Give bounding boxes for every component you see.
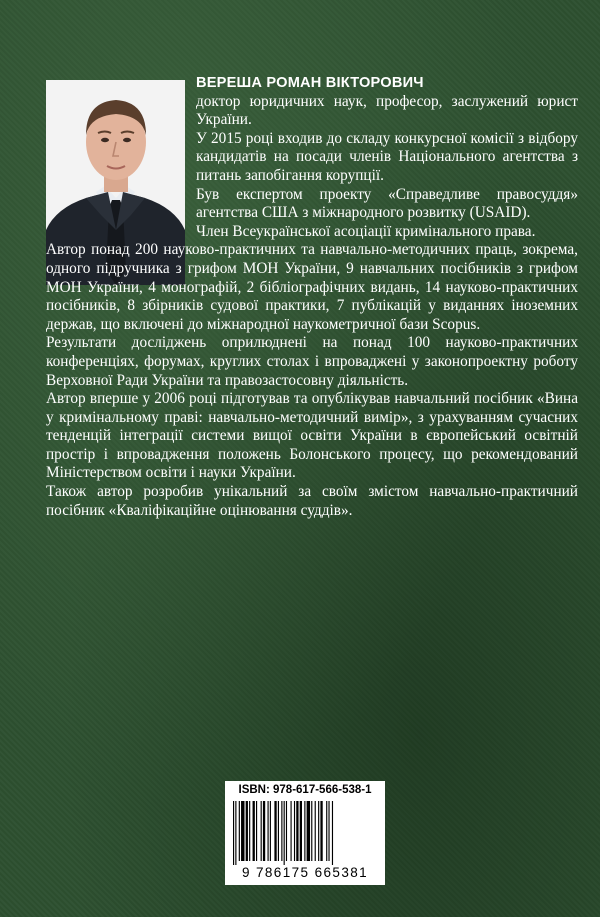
paragraph-commission: У 2015 році входив до складу конкурсної комісії з відбору кандидатів на посади членів Національного агентства з питань запобігання корупції. — [196, 129, 578, 184]
barcode-bars — [231, 801, 379, 865]
isbn-barcode — [225, 781, 385, 885]
barcode-bar — [256, 801, 257, 861]
paragraph-expert: Був експертом проекту «Справедливе правосуддя» агентства США з міжнародного розвитку (USAID). — [196, 185, 578, 222]
biography-text — [46, 74, 578, 520]
barcode-bar — [296, 801, 298, 861]
barcode-bar — [284, 801, 285, 865]
author-degree: доктор юридичних наук, професор, заслужений юрист України. — [196, 92, 578, 129]
barcode-bar — [318, 801, 319, 861]
isbn-label: ISBN: 978-617-566-538-1 — [238, 784, 372, 796]
barcode-bar — [320, 801, 322, 861]
barcode-bar — [278, 801, 279, 861]
barcode-bar — [241, 801, 244, 861]
barcode-bar — [253, 801, 255, 861]
barcode-bar — [263, 801, 265, 861]
paragraph-qualification: Також автор розробив унікальний за своїм змістом навчально-практичний посібник «Кваліфікаційне оцінювання суддів». — [46, 483, 578, 519]
paragraph-member: Член Всеукраїнської асоціації кримінального права. — [196, 222, 536, 240]
barcode-bar — [274, 801, 276, 861]
barcode-bar — [246, 801, 248, 861]
barcode-bar — [326, 801, 327, 861]
barcode-bar — [270, 801, 271, 861]
paragraph-publications: Автор понад 200 науково-практичних та навчально-методичних праць, зокрема, одного підручника з грифом МОН України, 9 навчальних посібників з грифом МОН України, 4 монографій, 2 бібліографічних видань, 14 науково-практичних посібників, 8 збірників судової практики, 7 публікацій у виданнях іноземних держав, що включені до міжнародної наукометричної бази Scopus. — [46, 241, 578, 333]
barcode-bar — [304, 801, 305, 861]
barcode-bar — [239, 801, 240, 861]
barcode-bar — [233, 801, 234, 865]
barcode-bar — [332, 801, 333, 865]
paragraph-results: Результати досліджень оприлюднені на понад 100 науково-практичних конференціях, форумах, круглих столах і впроваджені у законопроектну роботу Верховної Ради України та правозастосовну діяльність. — [46, 334, 578, 389]
author-name: ВЕРЕША РОМАН ВІКТОРОВИЧ — [196, 75, 424, 91]
barcode-bar — [268, 801, 269, 861]
barcode-bar — [249, 801, 250, 861]
barcode-bar — [294, 801, 295, 861]
barcode-bar — [261, 801, 262, 861]
barcode-bar — [300, 801, 302, 861]
barcode-bar — [291, 801, 292, 861]
barcode-bar — [235, 801, 236, 865]
barcode-bar — [286, 801, 287, 861]
barcode-bar — [281, 801, 282, 861]
barcode-bar — [311, 801, 312, 861]
barcode-bar — [328, 801, 329, 861]
paragraph-textbook: Автор вперше у 2006 році підготував та опублікував навчальний посібник «Вина у кримінальному праві: навчально-методичний вимір», з урахуванням сучасних тенденцій інтеграції системи вищої освіти України в європейський освітній простір і впровадження положень Болонського процесу, що рекомендований Міністерством освіти і науки України. — [46, 390, 578, 482]
barcode-digits: 9 786175 665381 — [241, 865, 369, 880]
barcode-bar — [307, 801, 310, 861]
barcode-bar — [315, 801, 316, 861]
